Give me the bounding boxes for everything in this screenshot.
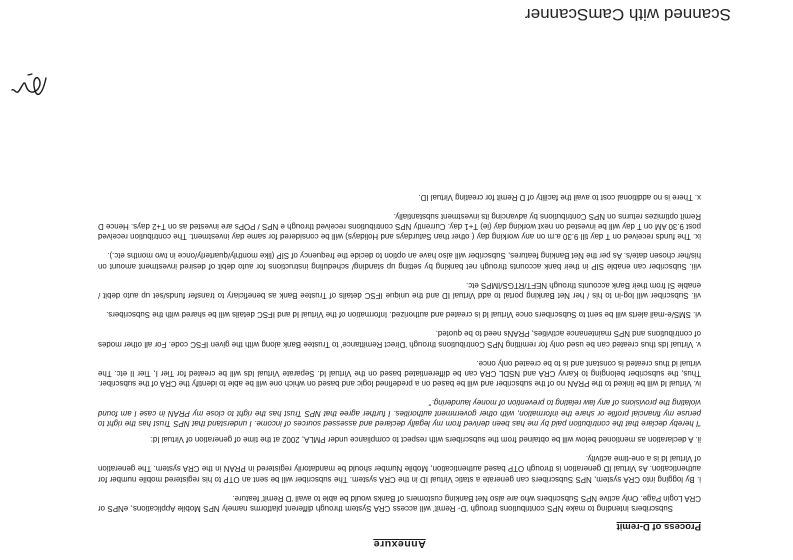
paragraph-x: x. There is no additional cost to avail the facility of D Remit for creating Virtual ID. (418, 192, 701, 202)
paragraph-i: i. By logging into CRA system, NPS Subscribers can generate a static Virtual ID in the CRA system. The subscriber will be sent an OTP to his registered mobile number for authentication. As Virtual ID generation is through OTP based authentication, Mobile Number should be mandatorily registered in PRAN in the CRA system. The generation of Virtual Id is a one-time activity. (98, 454, 701, 484)
declaration-paragraph: “I hereby declare that the contribution paid by me has been derived from my legally declared and assessed sources of income. I understand that NPS Trust has the right to peruse my financial profile or share the information, with other government authorities. I further agree that NPS Trust has the right to close my PRAN in case I am found violating the provisions of any law relating to prevention of money laundering.” (98, 398, 701, 428)
section-heading: Process of D-remit (616, 521, 701, 532)
document-title: Annexure (373, 538, 426, 550)
paragraph-vii: vii. Subscriber will log-in to his / her Net Banking portal to add Virtual ID and the unique IFSC details of Trustee Bank as beneficiary to transfer funds/set up auto debit / enable SI from their Bank accounts through NEFT/RTGS/IMPS etc. (98, 280, 701, 300)
paragraph-viii: viii. Subscriber can enable SIP in their bank accounts through net banking by setting up standing/ scheduling instructions for auto debit of desired investment amount on his/her chosen date/s. As per the Net Banking features, Subscriber will also have an option to decide the frequency of SIP (like monthly/quarterly/once in two months etc.). (98, 251, 701, 271)
paragraph-vi: vi. SMS/e-mail alerts will be sent to Subscribers once Virtual Id is created and authorized. Information of the Virtual Id and IFSC details will be shared with the Subscribers. (106, 310, 701, 320)
paragraph-ix: ix. The funds received on T day till 9.30 a.m on any working day ( other than Saturdays and Holidays) will be considered for same day investment. The contribution received post 9.30 AM on T day will be invested on next working day (ie) T+1 day. Currently NPS contributions received through e NPS / POPs are invested as on T+2 days. Hence D Remit optimizes returns on NPS Contributions by advancing its investment substantially. (98, 211, 701, 242)
paragraph-ii: ii. A declaration as mentioned below will be obtained from the subscribers with respect to compliance under PMLA, 2002 at the time of generation of Virtual Id: (150, 434, 701, 444)
paragraph-v: v. Virtual Ids thus created can be used only for remitting NPS Contributions through ‘Direct Remittance’ to Trustee Bank along with the given IFSC code. For all other modes of contributions and NPS maintenance activities, PRANs need to be quoted. (98, 329, 701, 349)
paragraph-iv: iv. Virtual Id will be linked to the PRAN no of the subscriber and will be based on a predefined logic and based on which one will be able to identify the CRA of the subscriber. Thus, the subscriber belonging to Karvy CRA and NSDL CRA can be differentiated based on the Virtual Id. Separate Virtual Ids will be created for Tier I, Tier II etc. The virtual id thus created is constant and is to be created only once. (98, 358, 701, 389)
camscanner-watermark: Scanned with CamScanner (524, 5, 731, 24)
intro-paragraph: Subscribers intending to make NPS contributions through ‘D- Remit’ will access CRA System through different platforms namely NPS Mobile Applications, eNPS or CRA Login Page. Only active NPS Subscribers who are also Net Banking customers of Banks would be able to avail ‘D Remit’ feature. (98, 493, 701, 513)
document-body (98, 182, 701, 552)
handwritten-signature (8, 68, 52, 108)
